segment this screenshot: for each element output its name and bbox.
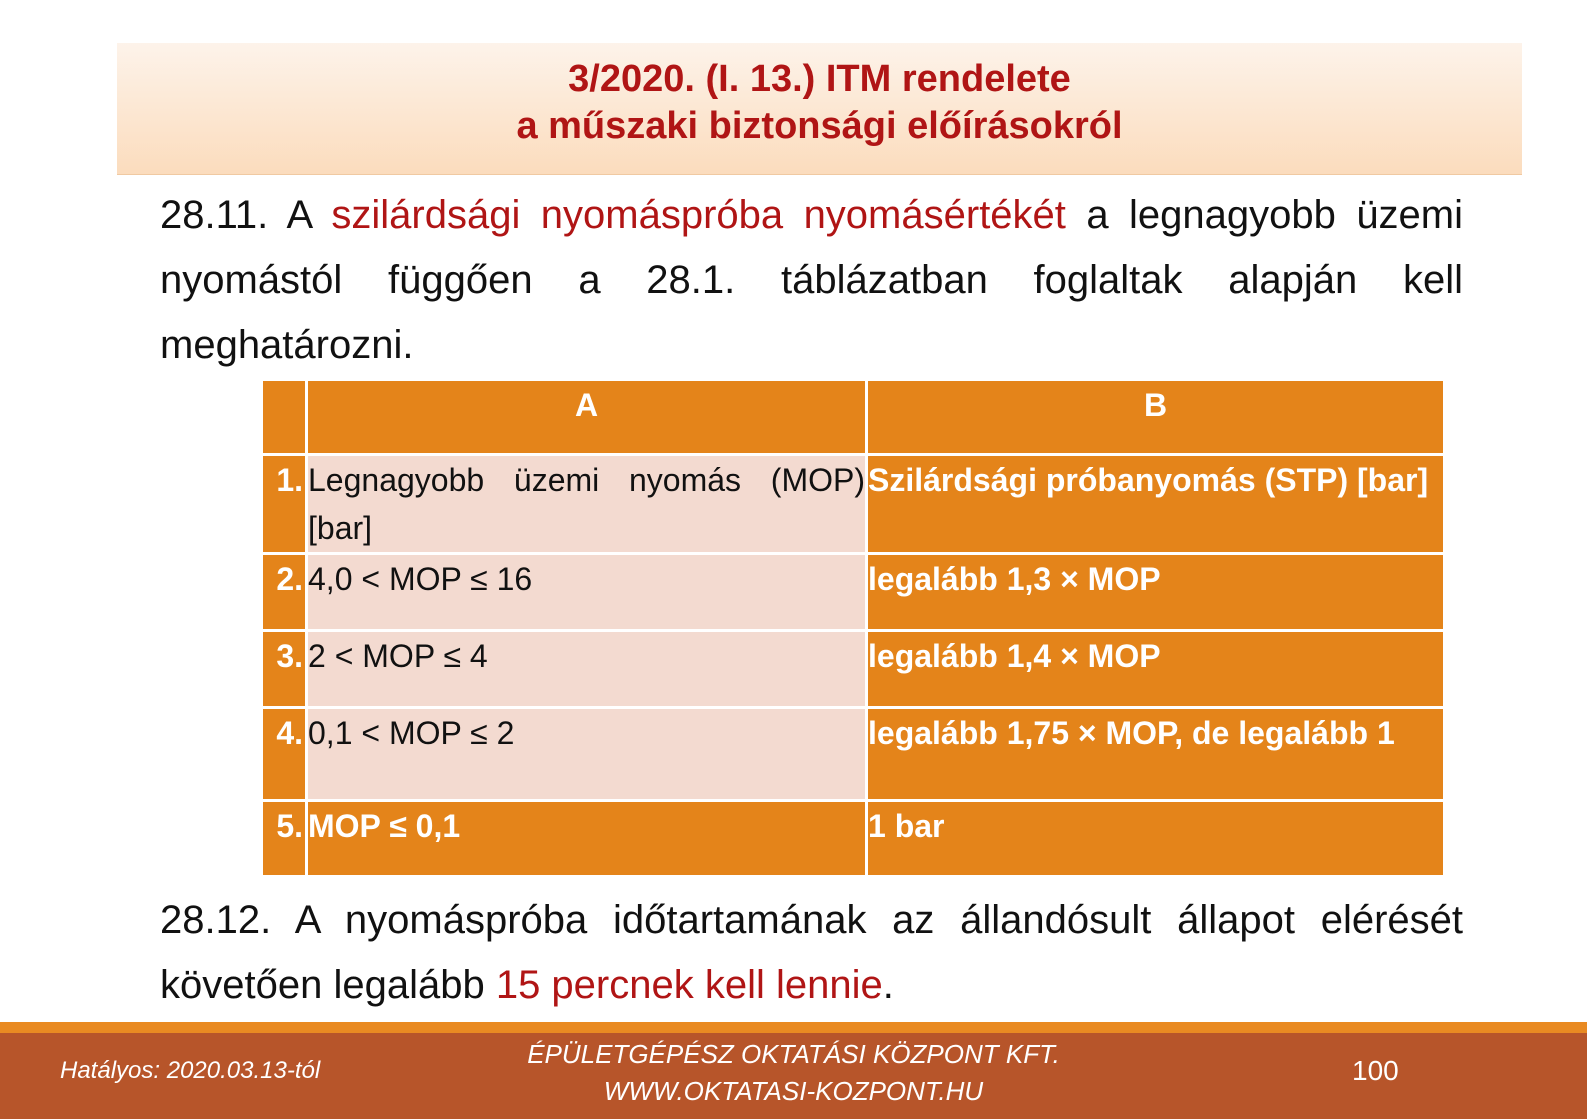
- table-header-a: A: [307, 380, 867, 455]
- table-row-num: 2.: [262, 554, 307, 631]
- table-row: [262, 554, 1445, 631]
- table-row-num: 3.: [262, 631, 307, 708]
- paragraph-28-12-suffix: .: [882, 963, 894, 1007]
- slide-title-line2: a műszaki biztonsági előírásokról: [516, 105, 1123, 147]
- paragraph-28-11-prefix: 28.11. A: [160, 193, 332, 237]
- table-cell-a: MOP ≤ 0,1: [307, 801, 867, 877]
- footer-org-name: ÉPÜLETGÉPÉSZ OKTATÁSI KÖZPONT KFT.: [527, 1039, 1060, 1069]
- table-cell-a: Legnagyobb üzemi nyomás (MOP) [bar]: [307, 455, 867, 554]
- paragraph-28-11: [160, 183, 1463, 378]
- table-cell-b: legalább 1,75 × MOP, de legalább 1: [867, 708, 1445, 801]
- footer-effective-date: Hatályos: 2020.03.13-tól: [60, 1057, 321, 1084]
- table-cell-a: 2 < MOP ≤ 4: [307, 631, 867, 708]
- pressure-test-table: [260, 378, 1446, 878]
- table-cell-b: legalább 1,4 × MOP: [867, 631, 1445, 708]
- table-cell-a: 4,0 < MOP ≤ 16: [307, 554, 867, 631]
- table-header-row: [262, 380, 1445, 455]
- slide-title-band: [117, 43, 1522, 175]
- table-row: [262, 631, 1445, 708]
- footer-organization: [0, 1036, 1587, 1110]
- footer-bar: [0, 1033, 1587, 1119]
- paragraph-28-11-highlight: szilárdsági nyomáspróba nyomásértékét: [331, 193, 1066, 237]
- table-row: [262, 708, 1445, 801]
- slide-title-line1: 3/2020. (I. 13.) ITM rendelete: [568, 58, 1071, 100]
- paragraph-28-12-prefix: 28.12. A nyomáspróba időtartamának az állandósult állapot elérését követően legalább: [160, 898, 1463, 1007]
- table-cell-b: legalább 1,3 × MOP: [867, 554, 1445, 631]
- table-row: [262, 455, 1445, 554]
- table-row-num: 1.: [262, 455, 307, 554]
- footer-stripe: [0, 1022, 1587, 1033]
- table-cell-a: 0,1 < MOP ≤ 2: [307, 708, 867, 801]
- table-cell-b: 1 bar: [867, 801, 1445, 877]
- footer-org-website: WWW.OKTATASI-KOZPONT.HU: [603, 1076, 984, 1106]
- page-number: 100: [1352, 1055, 1399, 1086]
- paragraph-28-11-suffix: a legnagyobb üzemi nyomástól függően a 28.1. táblázatban foglaltak alapján kell meghatározni.: [160, 193, 1464, 367]
- table-header-num: [262, 380, 307, 455]
- table-row: [262, 801, 1445, 877]
- table-header-b: B: [867, 380, 1445, 455]
- paragraph-28-12: [160, 888, 1463, 1018]
- table-cell-b: Szilárdsági próbanyomás (STP) [bar]: [867, 455, 1445, 554]
- paragraph-28-12-highlight: 15 percnek kell lennie: [495, 963, 883, 1007]
- table-row-num: 4.: [262, 708, 307, 801]
- table-row-num: 5.: [262, 801, 307, 877]
